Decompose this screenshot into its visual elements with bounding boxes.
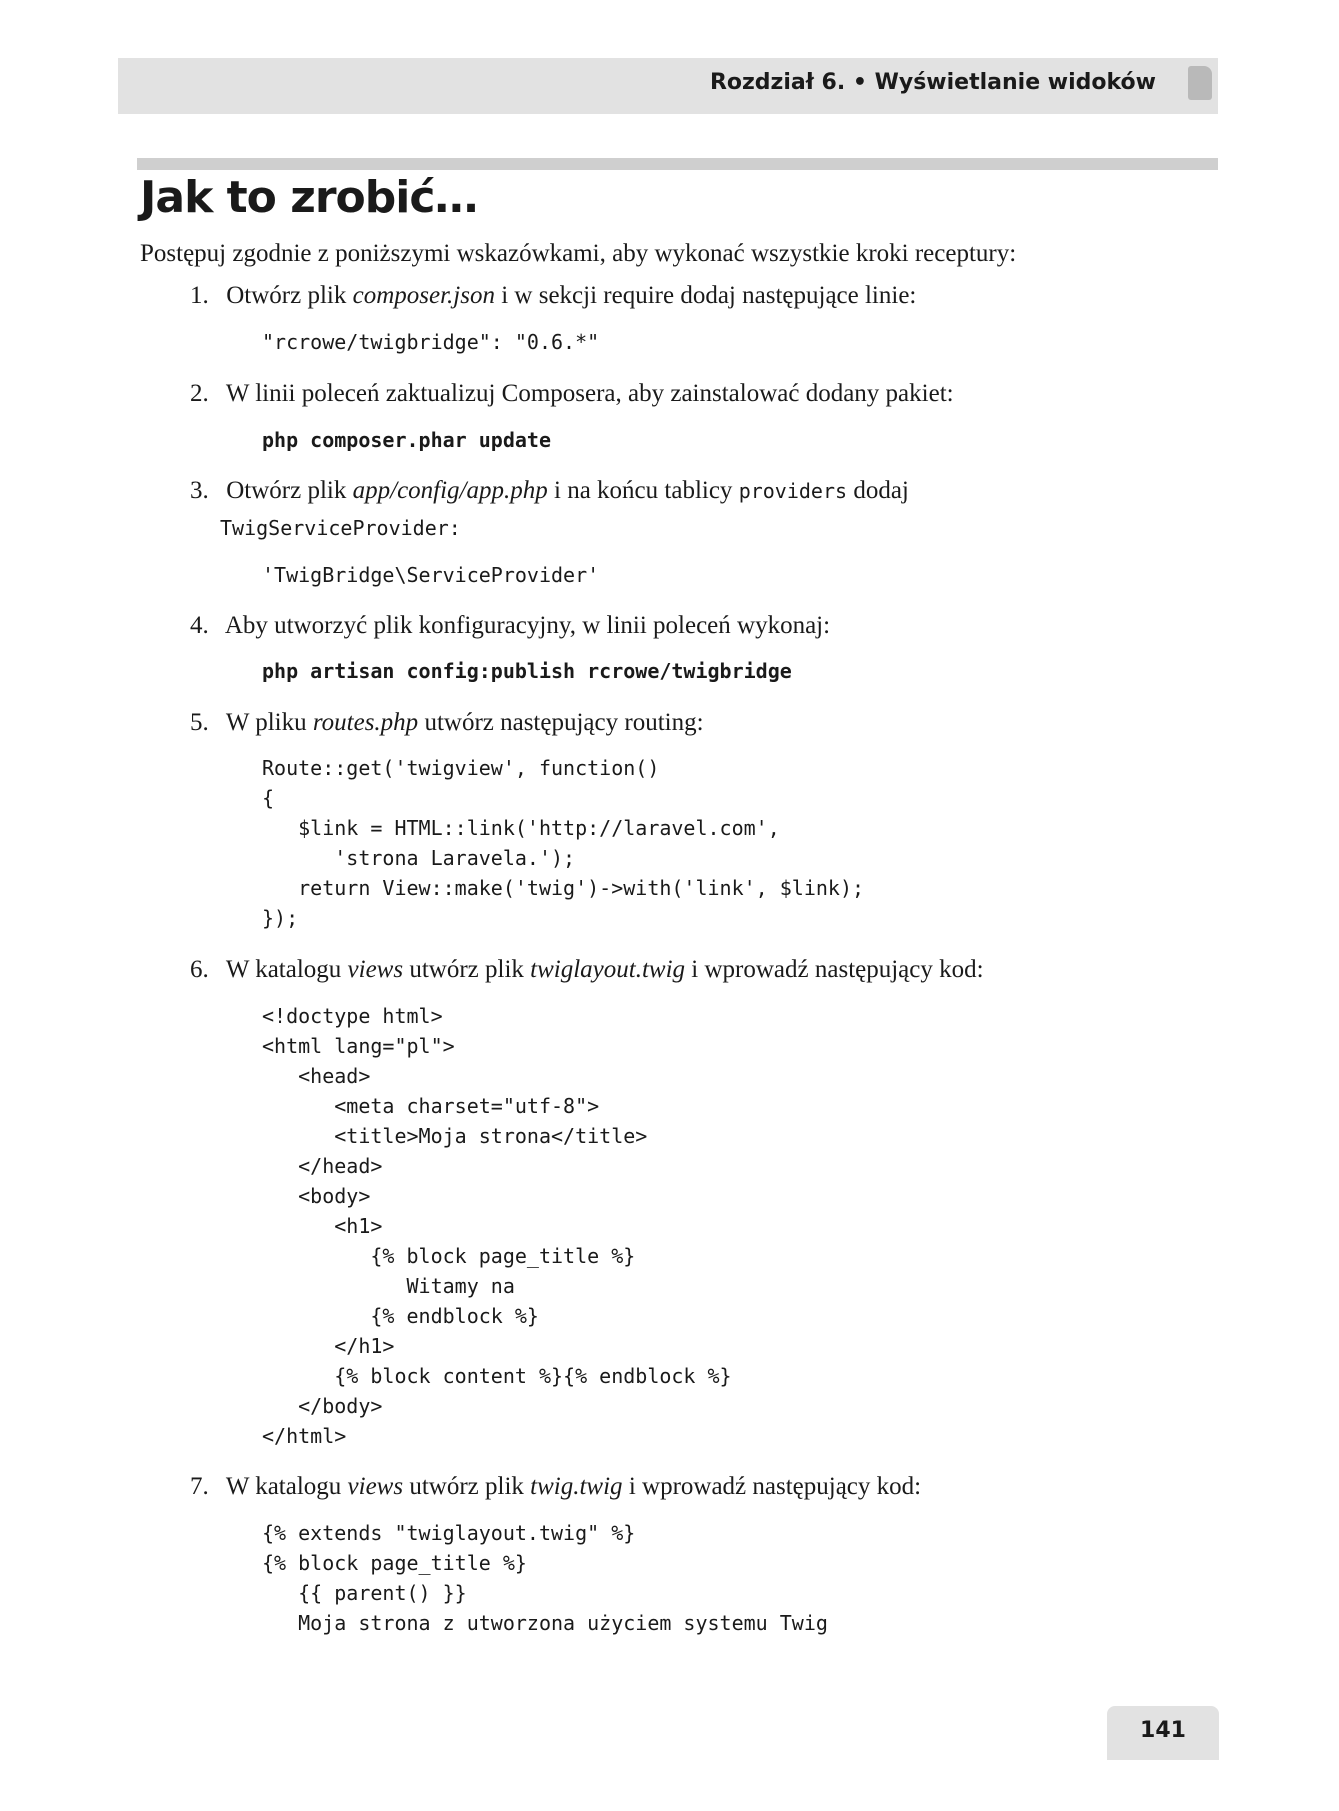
- code-block-1: "rcrowe/twigbridge": "0.6.*": [262, 330, 600, 354]
- step-number: 7.: [190, 1473, 209, 1500]
- step-text: utwórz następujący routing:: [418, 709, 704, 736]
- step-4: [190, 612, 830, 640]
- step-7: [190, 1473, 921, 1501]
- page-number: 141: [1140, 1718, 1186, 1743]
- running-header: [118, 58, 1218, 114]
- section-title: Jak to zrobić…: [140, 172, 478, 223]
- step-number: 5.: [190, 709, 209, 736]
- code-block-6: <!doctype html> <html lang="pl"> <head> <meta charset="utf-8"> <title>Moja strona</title> </head> <body> <h1> {% block page_title %} Witamy na {% endblock %} </h1> {% block content %}{% endblock %} </body> </html>: [262, 1004, 732, 1448]
- directory-name: views: [347, 956, 404, 983]
- step-number: 2.: [190, 380, 209, 407]
- step-text: utwórz plik: [403, 1473, 531, 1500]
- step-2: [190, 380, 954, 408]
- code-block-3: 'TwigBridge\ServiceProvider': [262, 563, 600, 587]
- code-block-4: php artisan config:publish rcrowe/twigbridge: [262, 659, 792, 683]
- file-name: routes.php: [312, 709, 419, 736]
- step-number: 3.: [190, 477, 209, 504]
- step-text: W pliku: [225, 709, 313, 736]
- code-block-5: Route::get('twigview', function() { $link = HTML::link('http://laravel.com', 'strona Laravela.'); return View::make('twig')->with('link', $link); });: [262, 756, 865, 930]
- code-block-2: php composer.phar update: [262, 428, 551, 452]
- step-text: i wprowadź następujący kod:: [685, 956, 984, 983]
- code-block-7: {% extends "twiglayout.twig" %} {% block page_title %} {{ parent() }} Moja strona z utworzona użyciem systemu Twig: [262, 1521, 828, 1635]
- step-3: [190, 477, 909, 505]
- header-tab-decoration: [1188, 66, 1212, 100]
- step-text: dodaj: [847, 477, 909, 504]
- step-number: 1.: [190, 282, 209, 309]
- step-text: W katalogu: [225, 1473, 348, 1500]
- step-1: [190, 282, 916, 310]
- step-text: utwórz plik: [403, 956, 531, 983]
- step-text: i na końcu tablicy: [547, 477, 739, 504]
- chapter-title: Rozdział 6. • Wyświetlanie widoków: [709, 70, 1156, 95]
- step-text: Otwórz plik: [226, 477, 353, 504]
- step-5: [190, 709, 704, 737]
- step-text: W linii poleceń zaktualizuj Composera, aby zainstalować dodany pakiet:: [225, 380, 954, 407]
- step-text: i wprowadź następujący kod:: [622, 1473, 922, 1500]
- step-text: W katalogu: [225, 956, 348, 983]
- file-name: app/config/app.php: [352, 477, 548, 504]
- step-3-continuation: TwigServiceProvider:: [220, 516, 461, 540]
- directory-name: views: [347, 1473, 404, 1500]
- step-text: Otwórz plik: [226, 282, 353, 309]
- step-number: 6.: [190, 956, 209, 983]
- section-divider: [137, 158, 1218, 170]
- step-text: i w sekcji require dodaj następujące linie:: [494, 282, 917, 309]
- file-name: twiglayout.twig: [530, 956, 686, 983]
- step-text: Aby utworzyć plik konfiguracyjny, w linii poleceń wykonaj:: [224, 612, 831, 639]
- step-6: [190, 956, 984, 984]
- intro-paragraph: Postępuj zgodnie z poniższymi wskazówkami, aby wykonać wszystkie kroki receptury:: [140, 240, 1017, 267]
- inline-code: providers: [738, 479, 848, 503]
- file-name: composer.json: [352, 282, 495, 309]
- step-number: 4.: [190, 612, 209, 639]
- file-name: twig.twig: [530, 1473, 623, 1500]
